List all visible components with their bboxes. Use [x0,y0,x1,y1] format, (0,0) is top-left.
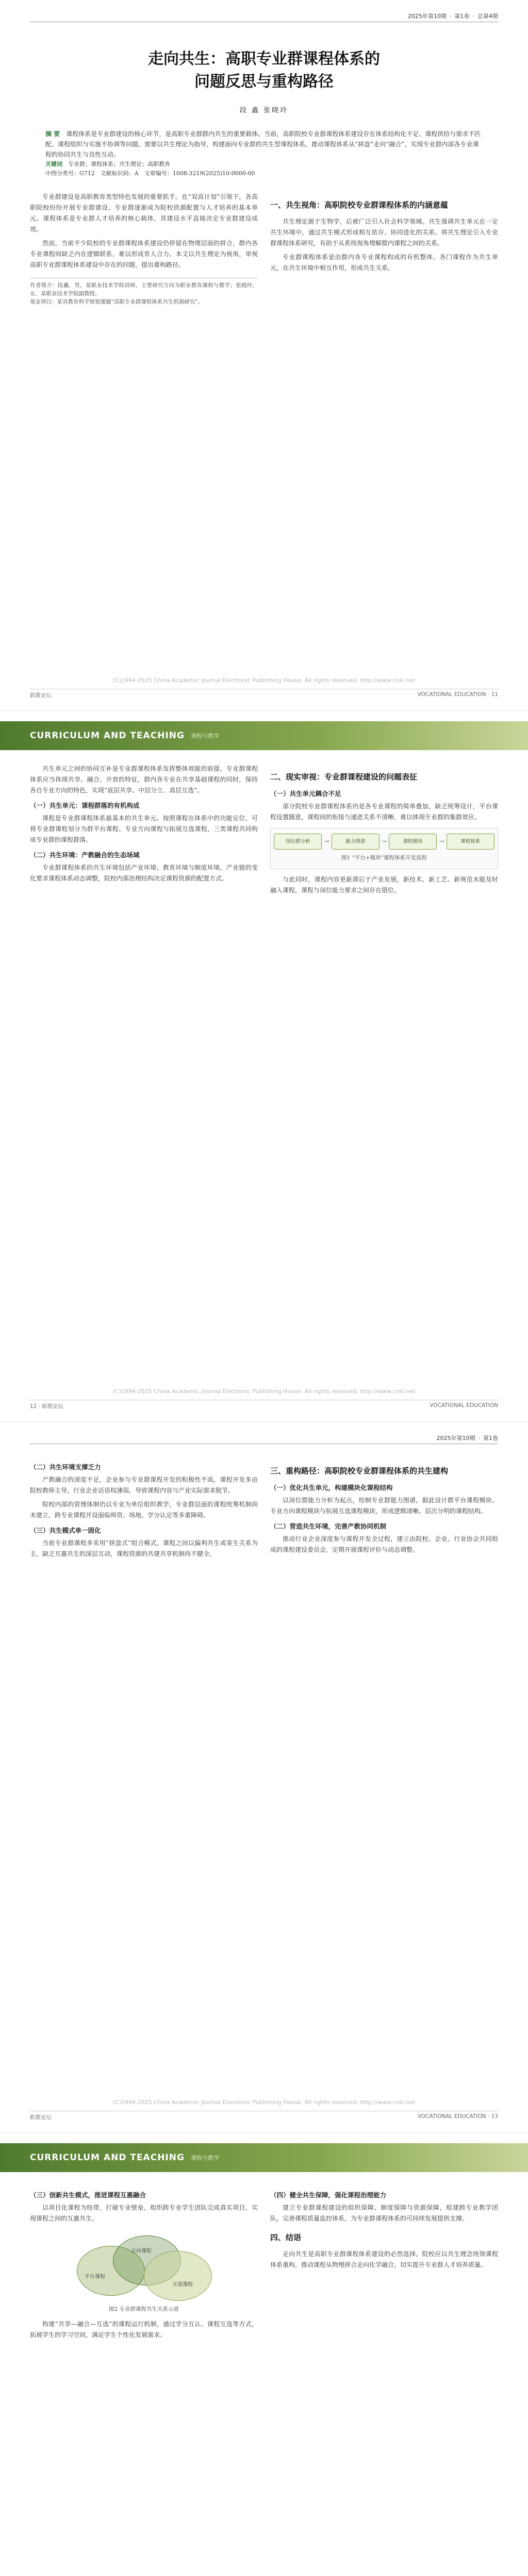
journal-date: 2025年第10期 [408,13,447,20]
paragraph: 构建“共享—融合—互选”的课程运行机制，通过学分互认、课程互选等方式，拓展学生的学习空间，满足学生个性化发展需求。 [30,2320,258,2338]
figure-flow [274,834,494,850]
article-title-line-1: 走向共生：高职专业群课程体系的 [148,50,380,68]
paragraph: 与此同时，课程内容更新滞后于产业发展，新技术、新工艺、新规范未能及时融入课程，课程与岗位能力要求之间存在错位。 [270,876,498,894]
venn-label: 平台课程 [85,2274,105,2280]
page-2 [0,711,528,1422]
flow-box: 岗位群分析 [274,834,322,850]
page-1 [0,0,528,711]
paragraph: 课程是专业群课程体系最基本的共生单元。按照课程在体系中的功能定位，可将专业群课程划分为群平台课程、专业方向课程与拓展互选课程，三类课程共同构成专业群的课程群落。 [30,815,258,843]
figure-1 [270,828,498,869]
banner-english: CURRICULUM AND TEACHING [30,2153,185,2163]
category-banner [0,721,528,750]
journal-date: 2025年第10期 [436,1435,475,1442]
arrow-right-icon: → [381,838,387,845]
paragraph: 专业群课程体系的共生环境包括产业环境、教育环境与制度环境。产业链的变化要求课程体系动态调整，院校内部治理结构决定课程资源的配置方式。 [30,864,258,882]
paragraph: 走向共生是高职专业群课程体系建设的必然选择。院校应以共生理念统领课程体系重构，推动课程从物理拼合走向化学融合，切实提升专业群人才培养质量。 [270,2250,498,2268]
subsection-heading: （二）共生环境：产教融合的生态场域 [30,851,140,859]
banner-chinese: 课程与教学 [190,2155,219,2161]
page-footer [30,1400,498,1410]
page-3 [0,1422,528,2133]
venn-label: 互选课程 [172,2282,193,2287]
abstract [45,129,483,178]
venn-label: 方向课程 [131,2248,152,2254]
subsection-heading: （二）营造共生环境，完善产教协同机制 [270,1522,387,1530]
title-block [30,48,498,114]
left-column [30,2185,258,2344]
keywords-label: 关键词 [45,161,62,167]
arrow-right-icon: → [324,838,329,845]
subsection-heading: （四）健全共生保障，强化课程治理能力 [270,2191,387,2199]
category-banner [0,2143,528,2172]
copyright-watermark: (C)1994-2025 China Academic Journal Electronic Publishing House. All rights reserved. http://www.cnki.net [112,2099,416,2106]
classification-line: 中图分类号：G712 文献标识码：A 文章编号：1008-3219(2025)10-0000-00 [45,170,255,177]
running-head: 2025年第10期 · 第1卷 · 总第4期 [30,10,498,22]
paragraph: 以岗位群能力分析为起点，绘制专业群能力图谱，据此设计群平台课程模块、专业方向课程模块与拓展互选课程模块，形成逻辑清晰、层次分明的课程结构。 [270,1497,498,1515]
banner-chinese: 课程与教学 [190,733,219,739]
subsection-heading: （一）优化共生单元，构建模块化课程结构 [270,1484,393,1492]
right-column [270,192,498,306]
section-heading-2: 二、现实审视：专业群课程建设的问题表征 [270,772,418,782]
page-4 [0,2133,528,2576]
page-footer [30,2111,498,2121]
body-columns [30,764,498,899]
article-authors: 段 鑫 张晓玲 [239,107,289,114]
running-head: 2025年第10期 · 第1卷 [30,1432,498,1444]
author-note [30,278,258,306]
journal-volume: 第1卷 [483,1435,498,1442]
subsection-heading: （一）共生单元耦合不足 [270,790,341,798]
subsection-heading: （三）共生模式单一固化 [30,1527,101,1534]
figure-2-venn [67,2230,221,2313]
flow-box: 能力图谱 [332,834,380,850]
flow-box: 课程体系 [447,834,494,850]
figure-caption: 图2 专业群课程共生关系示意 [108,2306,179,2312]
copyright-watermark: (C)1994-2025 China Academic Journal Electronic Publishing House. All rights reserved. http://www.cnki.net [112,1388,416,1395]
paragraph: 推动行业企业深度参与课程开发全过程，建立由院校、企业、行业协会共同组成的课程建设委员会，定期开展课程评价与动态调整。 [270,1535,498,1553]
fund-note: 基金项目：某省教育科学规划课题“高职专业群课程体系共生机制研究”。 [30,299,204,305]
section-heading-4: 四、结语 [270,2233,302,2242]
arrow-right-icon: → [439,838,444,845]
abstract-text: 课程体系是专业群建设的核心环节，是高职专业群群内共生的重要载体。当前，高职院校专业群课程体系建设存在体系结构化不足、课程供给与需求不匹配、课程组织与实施不协调等问题。需要以共生理论为指导，构建面向专业群的共生型课程体系，推动课程体系从“拼盘”走向“融合”，实现专业群内部各专业课程的协同共生与良性互动。 [45,130,481,158]
footer-right: VOCATIONAL EDUCATION [430,1402,498,1409]
paragraph: 当前专业群课程多采用“拼盘式”组合模式，课程之间以偏利共生或寄生关系为主，缺乏互惠共生的深层互动，课程资源的共建共享机制尚不健全。 [30,1539,258,1557]
subsection-heading: （三）创新共生模式，推进课程互惠融合 [30,2191,146,2199]
banner-english: CURRICULUM AND TEACHING [30,731,185,741]
footer-right: VOCATIONAL EDUCATION · 11 [417,691,498,698]
paragraph: 产教融合的深度不足，企业参与专业群课程开发的积极性不高，课程开发多由院校教师主导，行业企业话语权薄弱，导致课程内容与产业实际需求脱节。 [30,1476,258,1494]
section-heading-3: 三、重构路径：高职院校专业群课程体系的共生建构 [270,1466,449,1476]
paragraph: 院校内部的管理体制仍以专业为单位组织教学，专业群层面的课程统筹机制尚未建立，跨专业课程开设面临师资、场地、学分认定等多重障碍。 [30,1501,258,1519]
left-column [30,1458,258,1563]
flow-box: 课程模块 [389,834,437,850]
paragraph: 共生理论源于生物学，后被广泛引入社会科学领域。共生强调共生单元在一定共生环境中，通过共生模式形成相互依存、协同进化的关系。将共生理论引入专业群课程体系研究，有助于从系统视角理解群内课程之间的关系。 [270,218,498,247]
body-columns [30,192,498,306]
paragraph: 专业群建设是高职教育类型特色发展的重要抓手。在“双高计划”引领下，各高职院校纷纷开展专业群建设，专业群逐渐成为院校资源配置与人才培养的基本单元。课程体系是专业群人才培养的核心载体，其建设水平直接决定专业群建设成效。 [30,193,258,233]
paragraph: 建立专业群课程建设的组织保障、制度保障与资源保障，组建跨专业教学团队，完善课程质量监控体系，为专业群课程体系的可持续发展提供支撑。 [270,2204,498,2222]
article-title-line-2: 问题反思与重构路径 [194,73,334,91]
right-column [270,1458,498,1563]
journal-issue: 总第4期 [477,13,498,20]
left-column [30,192,258,306]
venn-ellipse [144,2251,212,2301]
abstract-label: 摘 要 [45,130,60,138]
right-column [270,2185,498,2344]
right-column [270,764,498,899]
keywords-line [45,160,483,169]
body-columns [30,2185,498,2344]
footer-left: 职教论坛 [30,692,52,699]
footer-left: 职教论坛 [30,2114,52,2121]
footer-right: VOCATIONAL EDUCATION · 13 [417,2113,498,2120]
paragraph: 共生单元之间的协同互补是专业群课程体系发挥整体效能的前提。专业群课程体系应当体现共享、融合、开放的特征，群内各专业在共享基础课程的同时，保持各自专业方向的特色，实现“底层共享、中层分立、高层互选”。 [30,765,258,794]
left-column [30,764,258,899]
body-columns [30,1458,498,1563]
keywords-text: 专业群；课程体系；共生理论；高职教育 [68,161,170,167]
paragraph: 专业群课程体系是由群内各专业课程构成的有机整体，各门课程作为共生单元，在共生环境中相互作用，形成共生关系。 [270,253,498,272]
paragraph: 然而，当前不少院校的专业群课程体系建设仍停留在物理层面的拼合，群内各专业课程间缺乏内在逻辑联系，难以形成育人合力。本文以共生理论为视角，审视高职专业群课程体系建设中存在的问题，提出重构路径。 [30,240,258,268]
paragraph: 部分院校专业群课程体系仍是各专业课程的简单叠加，缺乏统筹设计，平台课程设置随意，课程间的衔接与递进关系不清晰，难以体现专业群的集群效应。 [270,803,498,821]
paragraph: 以项目化课程为纽带，打破专业壁垒，组织跨专业学生团队完成真实项目，实现课程之间的互惠共生。 [30,2204,258,2222]
page-footer [30,689,498,699]
subsection-heading: （一）共生单元：课程群落的有机构成 [30,802,140,809]
copyright-watermark: (C)1994-2025 China Academic Journal Electronic Publishing House. All rights reserved. http://www.cnki.net [112,677,416,684]
footer-left: 12 · 职教论坛 [30,1403,64,1410]
section-heading-1: 一、共生视角：高职院校专业群课程体系的内涵意蕴 [270,200,449,210]
author-bio: 作者简介：段鑫，男，某职业技术学院讲师，主要研究方向为职业教育课程与教学；张晓玲，女，某职业技术学院副教授。 [30,282,258,297]
subsection-heading: （二）共生环境支撑乏力 [30,1463,101,1471]
figure-caption: 图1 “平台+模块”课程体系开发流程 [341,855,427,861]
journal-volume: 第1卷 [454,13,470,20]
